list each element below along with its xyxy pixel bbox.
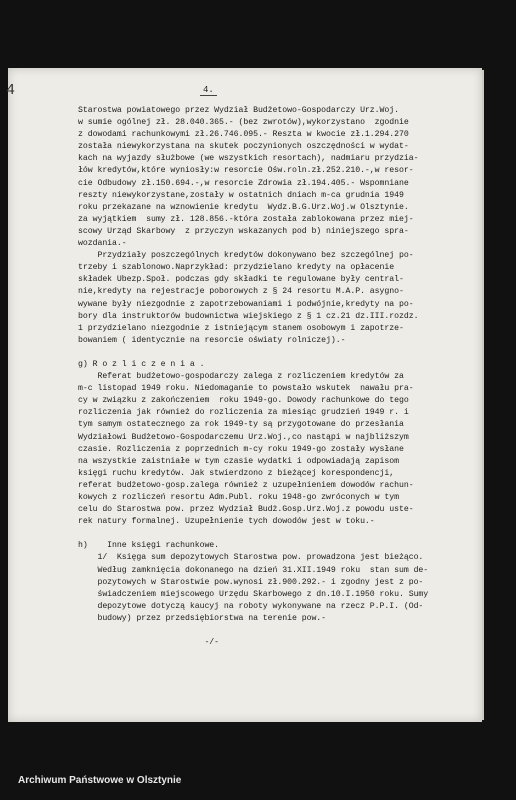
- text-line: [78, 528, 473, 540]
- text-line: [78, 625, 473, 637]
- text-line: wywane były niezgodnie z zapotrzebowaniami i podwójnie,kredyty na po-: [78, 299, 414, 309]
- text-line: z dowodami rachunkowymi zł.26.746.095.- Reszta w kwocie zł.1.294.270: [78, 130, 409, 140]
- page-number: 4.: [200, 85, 217, 96]
- text-line: depozytowe dotyczą kaucyj na roboty wykonywane na rzecz P.P.I. (Od-: [78, 601, 424, 611]
- text-line: na wszystkie zaistniałe w tym czasie wydatki i odpowiadają zapisom: [78, 456, 399, 466]
- text-line: 1/ Księga sum depozytowych Starostwa pow. prowadzona jest bieżąco.: [78, 553, 424, 563]
- text-line: trzeby i szablonowo.Naprzykład: przydzielano kredyty na opłacenie: [78, 263, 395, 273]
- document-page: [8, 68, 482, 722]
- text-line: scowy Urząd Skarbowy z przyczyn wskazanych pod b) niniejszego spra-: [78, 226, 409, 236]
- text-line: Według zamknięcia dokonanego na dzień 31.XII.1949 roku stan sum de-: [78, 565, 429, 575]
- text-line: reszty niewykorzystane,zostały w ostatnich dniach m-ca grudnia 1949: [78, 190, 404, 200]
- text-line: kowych z rozliczeń resortu Adm.Publ. roku 1948-go zwróconych w tym: [78, 493, 399, 502]
- text-line: rozliczenia jak również do rozliczenia za miesiąc grudzień 1949 r. i: [78, 408, 409, 418]
- text-line: g) R o z l i c z e n i a .: [78, 359, 205, 369]
- text-line: roku przekazane na wznowienie kredytu Wydz.B.G.Urz.Woj.w Olsztynie.: [78, 202, 409, 212]
- text-line: [78, 347, 473, 359]
- text-line: kach na wyjazdy służbowe (we wszystkich resortach), nadmiaru przydzia-: [78, 154, 419, 164]
- text-line: Referat budżetowo-gospodarczy zalega z rozliczeniem kredytów za: [78, 372, 404, 382]
- text-line: celu do Starostwa pow. przez Wydział Budż.Gosp.Urz.Woj.z powodu uste-: [78, 505, 414, 515]
- typed-text-body: [78, 105, 473, 649]
- text-line: cie Odbudowy zł.150.694.-,w resorcie Zdrowia zł.194.405.- Wspomniane: [78, 178, 409, 188]
- text-line: rek natury formalnej. Uzupełnienie tych dowodów jest w toku.-: [78, 517, 375, 527]
- text-line: w sumie ogólnej zł. 28.040.365.- (bez zwrotów),wykorzystano zgodnie: [78, 118, 409, 128]
- text-line: bowaniem ( identycznie na resorcie oświaty rolniczej).-: [78, 335, 346, 345]
- text-line: 1 przydzielano niezgodnie z istniejącym stanem osobowym i zapotrze-: [78, 323, 404, 333]
- text-line: nie,kredyty na rejestracje poborowych z § 24 resortu M.A.P. asygno-: [78, 287, 404, 297]
- text-line: czasie. Rozliczenia z poprzednich m-cy roku 1949-go zostały wysłane: [78, 444, 404, 454]
- text-line: łów kredytów,które wyniosły:w resorcie Ośw.roln.zł.252.210.-,w resor-: [78, 166, 414, 176]
- text-line: wozdania.-: [78, 239, 127, 249]
- text-line: tym samym ostatecznego za rok 1949-ty są przygotowane do przesłania: [78, 420, 404, 430]
- text-line: księgi ruchu kredytów. Jak stwierdzono z bieżącej korespondencji,: [78, 468, 395, 478]
- text-line: cy w związku z zakończeniem roku 1949-go. Dowody rachunkowe do tego: [78, 396, 409, 406]
- text-line: świadczeniem miejscowego Urzędu Skarbowego z dn.10.I.1950 roku. Sumy: [78, 589, 429, 599]
- archive-footer-label: Archiwum Państwowe w Olsztynie: [18, 775, 182, 786]
- text-line: Przydziały poszczególnych kredytów dokonywano bez szczególnej po-: [78, 251, 414, 261]
- text-line: bory dla instruktorów budownictwa wiejskiego z § 1 cz.21 dz.III.rozdz.: [78, 311, 419, 321]
- text-line: pozytowych w Starostwie pow.wynosi zł.900.292.- i zgodny jest z po-: [78, 577, 424, 587]
- text-line: -/-: [78, 638, 220, 648]
- text-line: została niewykorzystana na skutek poczynionych oszczędności w wydat-: [78, 142, 409, 152]
- text-line: budowy) przez przedsiębiorstwa na terenie pow.-: [78, 613, 327, 623]
- text-line: referat budżetowo-gosp.zalega również z uzupełnieniem dowodów rachun-: [78, 480, 414, 490]
- text-line: Wydziałowi Budżetowo-Gospodarczemu Urz.Woj.,co nastąpi w najbliższym: [78, 432, 409, 442]
- text-line: Starostwa powiatowego przez Wydział Budżetowo-Gospodarczy Urz.Woj.: [78, 106, 399, 115]
- margin-mark: 4: [6, 82, 16, 99]
- text-line: składek Ubezp.Społ. podczas gdy składki te regulowane były central-: [78, 275, 404, 285]
- text-line: za wyjątkiem sumy zł. 128.856.-która została zablokowana przez miej-: [78, 214, 414, 224]
- text-line: m-c listopad 1949 roku. Niedomaganie to powstało wskutek nawału pra-: [78, 384, 414, 394]
- text-line: h) Inne księgi rachunkowe.: [78, 541, 220, 551]
